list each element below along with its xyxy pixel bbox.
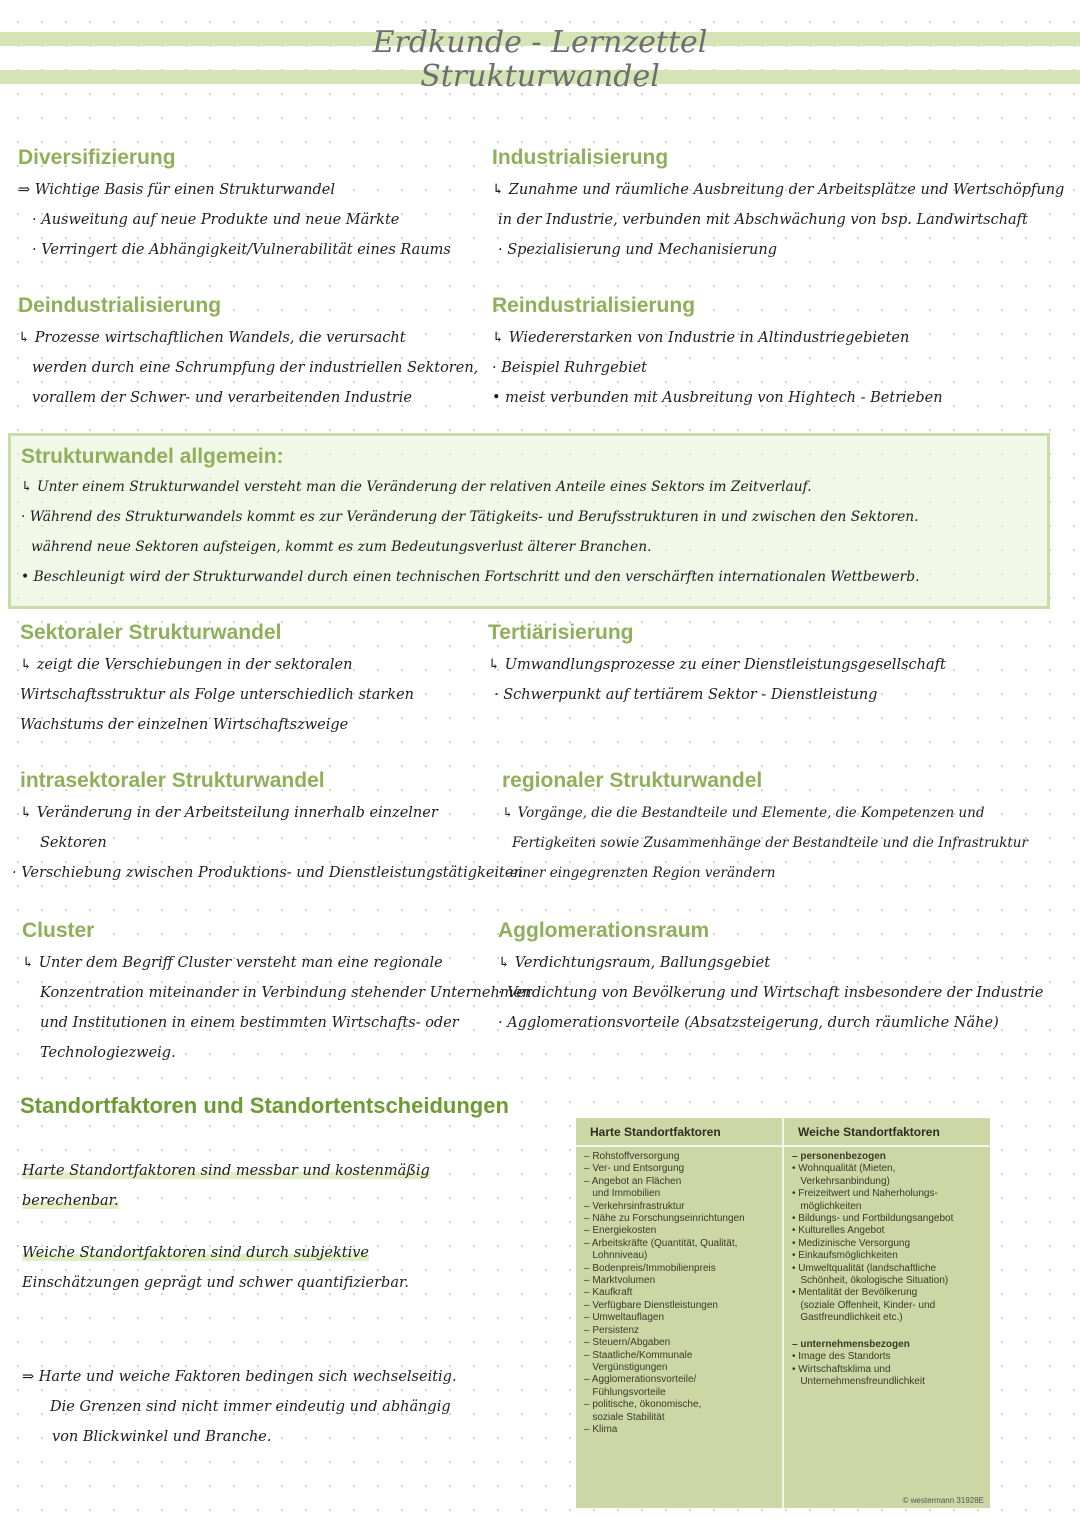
table-list-item: Vergünstigungen — [584, 1361, 668, 1373]
text-line: · Verschiebung zwischen Produktions- und Dienstleistungstätigkeiten — [12, 865, 523, 881]
text-line: · Beispiel Ruhrgebiet — [492, 360, 647, 376]
image-credit: © westermann 31928E — [902, 1496, 984, 1505]
summary-box — [8, 433, 1050, 609]
text-line: · Verringert die Abhängigkeit/Vulnerabilität eines Raums — [32, 242, 451, 258]
table-list-item: (soziale Offenheit, Kinder- und — [792, 1299, 936, 1311]
section-deindustrialisierung — [18, 293, 478, 413]
text-line: ↳ Unter dem Begriff Cluster versteht man eine regionale — [22, 955, 443, 971]
text-line: werden durch eine Schrumpfung der industriellen Sektoren, — [32, 360, 479, 376]
table-list-item: Lohnniveau) — [584, 1250, 648, 1262]
table-list-item: • Umweltqualität (landschaftliche — [792, 1262, 937, 1274]
table-list-item: – Klima — [584, 1423, 618, 1435]
text-line: Sektoren — [40, 835, 107, 851]
text-line: ↳ Verdichtungsraum, Ballungsgebiet — [498, 955, 771, 971]
heading-deindustrialisierung: Deindustrialisierung — [18, 294, 222, 317]
text-line: · Spezialisierung und Mechanisierung — [498, 242, 777, 258]
text-line: ↳ Unter einem Strukturwandel versteht man die Veränderung der relativen Anteile eines Sektors im Zeitverlauf. — [21, 479, 812, 495]
text-line: Wirtschaftsstruktur als Folge unterschiedlich starken — [20, 687, 415, 703]
text-line: ⇒ Wichtige Basis für einen Strukturwandel — [18, 182, 336, 198]
text-line: • meist verbunden mit Ausbreitung von Hightech - Betrieben — [492, 390, 943, 406]
text-line: Konzentration miteinander in Verbindung stehender Unternehmen — [40, 985, 532, 1001]
section-tertiaerisierung — [488, 620, 946, 710]
text-line: Fertigkeiten sowie Zusammenhänge der Bestandteile und die Infrastruktur — [512, 835, 1028, 851]
table-list-item: • Wohnqualität (Mieten, — [792, 1163, 896, 1175]
table-list-item: – politische, ökonomische, — [584, 1399, 702, 1411]
text-line: ↳ Zunahme und räumliche Ausbreitung der Arbeitsplätze und Wertschöpfung — [492, 182, 1065, 198]
table-list-item: – unternehmensbezogen — [792, 1338, 910, 1350]
text-line: · Schwerpunkt auf tertiärem Sektor - Dienstleistung — [494, 687, 878, 703]
table-list-item: • Medizinische Versorgung — [792, 1237, 911, 1249]
table-list-item: • Kulturelles Angebot — [792, 1225, 885, 1237]
text-line: ↳ zeigt die Verschiebungen in der sektoralen — [20, 657, 353, 673]
table-list-item: – Energiekosten — [584, 1225, 657, 1237]
table-list-item: Unternehmensfreundlichkeit — [792, 1375, 925, 1387]
soft-factors-header: Weiche Standortfaktoren — [784, 1124, 990, 1147]
table-list-item: – Rohstoffversorgung — [584, 1151, 680, 1162]
table-list-item: soziale Stabilität — [584, 1411, 665, 1423]
heading-regional: regionaler Strukturwandel — [502, 769, 763, 792]
text-line: · Verdichtung von Bevölkerung und Wirtschaft insbesondere der Industrie — [498, 985, 1044, 1001]
heading-allgemein: Strukturwandel allgemein: — [21, 445, 284, 468]
text-line: ↳ Veränderung in der Arbeitsteilung innerhalb einzelner — [20, 805, 438, 821]
heading-cluster: Cluster — [22, 919, 95, 942]
section-agglomeration — [498, 918, 1043, 1038]
factors-conclusion — [22, 1362, 457, 1452]
heading-industrialisierung: Industrialisierung — [492, 146, 669, 169]
heading-reindustrialisierung: Reindustrialisierung — [492, 294, 696, 317]
text-line: von Blickwinkel und Branche. — [52, 1429, 272, 1445]
table-list-item: – Nähe zu Forschungseinrichtungen — [584, 1213, 745, 1225]
text-line — [22, 1156, 430, 1186]
hard-factors-header: Harte Standortfaktoren — [576, 1124, 782, 1147]
soft-factors-definition — [22, 1238, 409, 1298]
table-list-item: • Einkaufsmöglichkeiten — [792, 1250, 898, 1262]
table-list-item: – Bodenpreis/Immobilienpreis — [584, 1262, 716, 1274]
table-list-item: – Verkehrsinfrastruktur — [584, 1200, 685, 1212]
soft-factors-list — [792, 1151, 982, 1325]
table-list-item: – Kaufkraft — [584, 1287, 633, 1299]
highlight: berechenbar. — [22, 1193, 119, 1209]
table-list-item: – Angebot an Flächen — [584, 1175, 682, 1187]
text-line — [22, 1238, 409, 1268]
page-title: Erdkunde - Lernzettel — [372, 25, 708, 60]
table-list-item: • Image des Standorts — [792, 1351, 891, 1363]
table-list-item: – Umweltauflagen — [584, 1312, 665, 1324]
table-list-item: • Bildungs- und Fortbildungsangebot — [792, 1213, 954, 1225]
highlight: Harte Standortfaktoren sind messbar und kostenmäßig — [22, 1163, 430, 1179]
location-factors-table — [576, 1118, 990, 1508]
text-line: ↳ Prozesse wirtschaftlichen Wandels, die verursacht — [18, 330, 406, 346]
table-list-item: • Wirtschaftsklima und — [792, 1363, 891, 1375]
table-list-item: – Persistenz — [584, 1324, 640, 1336]
table-list-item: • Freizeitwert und Naherholungs- — [792, 1188, 938, 1200]
text-line: und Institutionen in einem bestimmten Wirtschafts- oder — [40, 1015, 459, 1031]
table-list-item: Gastfreundlichkeit etc.) — [792, 1312, 903, 1324]
text-line — [22, 1186, 430, 1216]
heading-intrasektoral: intrasektoraler Strukturwandel — [20, 769, 325, 792]
text-line: ↳ Wiedererstarken von Industrie in Altindustriegebieten — [492, 330, 910, 346]
text-line: · Ausweitung auf neue Produkte und neue Märkte — [32, 212, 400, 228]
soft-factors-column — [782, 1118, 990, 1508]
page-subtitle: Strukturwandel — [420, 59, 660, 94]
text-line: ↳ Vorgänge, die die Bestandteile und Elemente, die Kompetenzen und — [502, 805, 985, 821]
text-line: einer eingegrenzten Region verändern — [510, 865, 776, 881]
text-line: Wachstums der einzelnen Wirtschaftszweige — [20, 717, 349, 733]
text-line: Technologiezweig. — [40, 1045, 176, 1061]
soft-factors-company-list — [792, 1339, 982, 1389]
section-diversifizierung — [18, 145, 451, 265]
table-list-item: Fühlungsvorteile — [584, 1386, 666, 1398]
text-line: ↳ Umwandlungsprozesse zu einer Dienstleistungsgesellschaft — [488, 657, 946, 673]
heading-tertiaerisierung: Tertiärisierung — [488, 621, 634, 644]
text-line: in der Industrie, verbunden mit Abschwächung von bsp. Landwirtschaft — [498, 212, 1028, 228]
heading-standort: Standortfaktoren und Standortentscheidungen — [20, 1093, 509, 1118]
heading-diversifizierung: Diversifizierung — [18, 146, 176, 169]
table-list-item: – personenbezogen — [792, 1151, 886, 1162]
text-line: · Agglomerationsvorteile (Absatzsteigerung, durch räumliche Nähe) — [498, 1015, 999, 1031]
text-line: vorallem der Schwer- und verarbeitenden Industrie — [32, 390, 412, 406]
table-list-item: • Mentalität der Bevölkerung — [792, 1287, 918, 1299]
section-cluster — [22, 918, 531, 1068]
highlight: Weiche Standortfaktoren sind durch subjektive — [22, 1245, 370, 1261]
heading-agglomeration: Agglomerationsraum — [498, 919, 710, 942]
table-list-item: Schönheit, ökologische Situation) — [792, 1275, 949, 1287]
hard-factors-definition — [22, 1156, 430, 1216]
table-list-item: – Marktvolumen — [584, 1275, 656, 1287]
table-list-item: – Arbeitskräfte (Quantität, Qualität, — [584, 1237, 738, 1249]
table-list-item: Verkehrsanbindung) — [792, 1175, 890, 1187]
hard-factors-list — [584, 1151, 774, 1436]
text-line: Die Grenzen sind nicht immer eindeutig und abhängig — [50, 1399, 451, 1415]
section-sektoral — [20, 620, 414, 740]
text-line: während neue Sektoren aufsteigen, kommt es zum Bedeutungsverlust älterer Branchen. — [31, 539, 652, 555]
table-list-item: – Steuern/Abgaben — [584, 1337, 671, 1349]
table-list-item: – Ver- und Entsorgung — [584, 1163, 685, 1175]
hard-factors-column — [576, 1118, 782, 1508]
table-list-item: und Immobilien — [584, 1188, 661, 1200]
text-line: · Während des Strukturwandels kommt es zur Veränderung der Tätigkeits- und Berufsstrukturen in und zwischen den Sektoren. — [21, 509, 919, 525]
text-line: • Beschleunigt wird der Strukturwandel durch einen technischen Fortschritt und den verschärften internationalen Wettbewerb. — [21, 569, 920, 585]
table-list-item: möglichkeiten — [792, 1200, 862, 1212]
text-line: Einschätzungen geprägt und schwer quantifizierbar. — [22, 1275, 409, 1291]
section-intrasektoral — [12, 768, 523, 888]
section-industrialisierung — [492, 145, 1064, 265]
section-standort — [20, 1093, 509, 1123]
section-reindustrialisierung — [492, 293, 943, 413]
table-list-item: – Verfügbare Dienstleistungen — [584, 1299, 718, 1311]
section-regional — [502, 768, 1028, 888]
heading-sektoral: Sektoraler Strukturwandel — [20, 621, 282, 644]
text-line: ⇒ Harte und weiche Faktoren bedingen sich wechselseitig. — [22, 1369, 457, 1385]
table-list-item: – Agglomerationsvorteile/ — [584, 1374, 697, 1386]
table-list-item: – Staatliche/Kommunale — [584, 1349, 693, 1361]
